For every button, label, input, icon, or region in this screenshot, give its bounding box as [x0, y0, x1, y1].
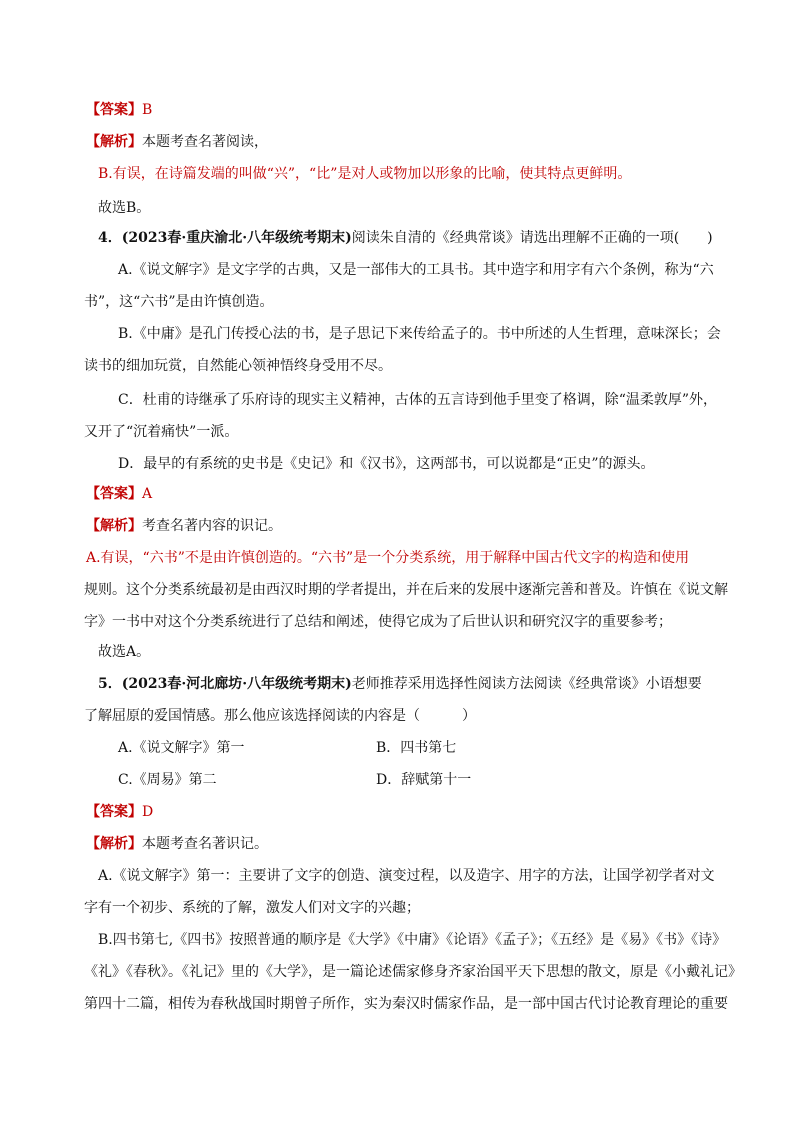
analysis-intro: 考查名著内容的识记。 [142, 518, 282, 534]
answer-value: D [142, 804, 154, 820]
q5-option-c: C.《周易》第二 [118, 772, 217, 788]
q4-option-b: B.《中庸》是孔门传授心法的书，是子思记下来传给孟子的。书中所述的人生哲理，意味深长；会 [118, 326, 721, 342]
q4-conclusion: 故选A。 [98, 644, 151, 660]
analysis-intro: 本题考查名著识记。 [142, 836, 268, 852]
q5-question [98, 674, 702, 694]
q3-answer [86, 100, 152, 120]
analysis-label: 【解析】 [86, 836, 142, 852]
q4-answer [86, 484, 152, 504]
q4-explain-a: A.有误，“六书”不是由许慎创造的。“六书”是一个分类系统，用于解释中国古代文字的构造和使用 [86, 550, 690, 566]
q5-source: 5．(2023春·河北廊坊·八年级统考期末) [98, 676, 352, 692]
q4-option-c-cont: 又开了“沉着痛快”一派。 [84, 424, 239, 440]
q5-option-d: D．辞赋第十一 [376, 772, 472, 788]
q4-option-b-cont: 读书的细加玩赏，自然能心领神悟终身受用不尽。 [84, 358, 392, 374]
q5-option-b: B．四书第七 [376, 740, 457, 756]
q5-option-a: A.《说文解字》第一 [118, 740, 245, 756]
q4-option-d: D．最早的有系统的史书是《史记》和《汉书》，这两部书，可以说都是“正史”的源头。 [118, 456, 655, 472]
q4-stem: 阅读朱自清的《经典常谈》请选出理解不正确的一项( ) [351, 230, 713, 246]
answer-value: A [142, 486, 153, 502]
q3-explain-b: B.有误，在诗篇发端的叫做“兴”，“比”是对人或物加以形象的比喻，使其特点更鲜明。 [98, 166, 632, 182]
answer-label: 【答案】 [86, 486, 142, 502]
q5-answer [86, 802, 153, 822]
q4-option-a-cont: 书”，这“六书”是由许慎创造。 [84, 294, 274, 310]
q4-analysis [86, 516, 282, 536]
q4-explain-a-cont-1: 规则。这个分类系统最初是由西汉时期的学者提出，并在后来的发展中逐渐完善和普及。许慎在《说文解 [84, 582, 728, 598]
q4-source: 4．(2023春·重庆渝北·八年级统考期末) [98, 230, 352, 246]
q5-explain-a: A.《说文解字》第一：主要讲了文字的创造、演变过程，以及造字、用字的方法，让国学初学者对文 [98, 868, 715, 884]
answer-label: 【答案】 [86, 102, 142, 118]
q5-explain-a-cont: 字有一个初步、系统的了解，激发人们对文字的兴趣； [84, 900, 420, 916]
q4-question [98, 228, 713, 248]
q4-option-c: C．杜甫的诗继承了乐府诗的现实主义精神，古体的五言诗到他手里变了格调，除“温柔敦厚”外， [118, 392, 718, 408]
q5-stem: 老师推荐采用选择性阅读方法阅读《经典常谈》小语想要 [351, 676, 702, 692]
q5-analysis [86, 834, 268, 854]
q4-explain-a-cont-2: 字》一书中对这个分类系统进行了总结和阐述，使得它成为了后世认识和研究汉字的重要参考； [84, 614, 672, 630]
analysis-intro: 本题考查名著阅读， [142, 134, 268, 150]
analysis-label: 【解析】 [86, 518, 142, 534]
q5-explain-b: B.四书第七,《四书》按照普通的顺序是《大学》《中庸》《论语》《孟子》；《五经》是《易》《书》《诗》 [98, 932, 727, 948]
q5-stem-cont: 了解屈原的爱国情感。那么他应该选择阅读的内容是（ ） [84, 708, 476, 724]
q3-analysis [86, 132, 268, 152]
q5-explain-b-cont-2: 第四十二篇，相传为春秋战国时期曾子所作，实为秦汉时儒家作品，是一部中国古代讨论教育理论的重要 [84, 996, 728, 1012]
q5-explain-b-cont-1: 《礼》《春秋》。《礼记》里的《大学》，是一篇论述儒家修身齐家治国平天下思想的散文，原是《小戴礼记》 [84, 964, 742, 980]
q4-option-a: A.《说文解字》是文字学的古典，又是一部伟大的工具书。其中造字和用字有六个条例，称为“六 [118, 262, 714, 278]
q3-conclusion: 故选B。 [98, 200, 151, 216]
answer-label: 【答案】 [86, 804, 142, 820]
analysis-label: 【解析】 [86, 134, 142, 150]
answer-value: B [142, 102, 153, 118]
